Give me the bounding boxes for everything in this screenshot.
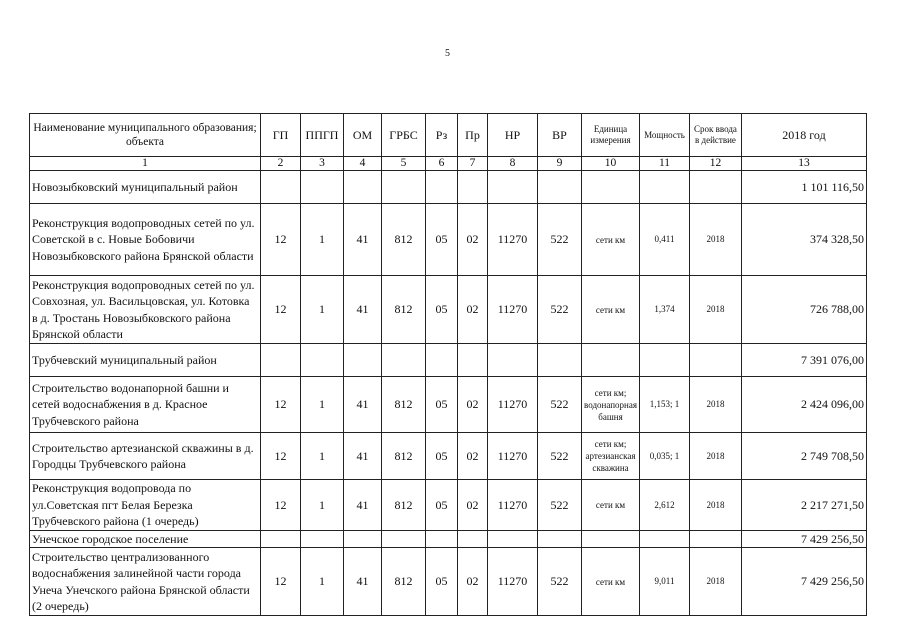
vr-cell: 522 <box>538 276 582 344</box>
rz-cell: 05 <box>426 204 458 276</box>
column-number: 12 <box>690 157 742 171</box>
om-cell: 41 <box>344 433 382 480</box>
header-vr: ВР <box>538 114 582 157</box>
grbs-cell: 812 <box>382 377 426 433</box>
rz-cell: 05 <box>426 377 458 433</box>
term-cell: 2018 <box>690 433 742 480</box>
ppgp-cell: 1 <box>301 276 344 344</box>
unit-cell: сети км <box>582 204 640 276</box>
term-cell: 2018 <box>690 377 742 433</box>
rz-cell: 05 <box>426 276 458 344</box>
object-name: Реконструкция водопроводных сетей по ул. Советской в с. Новые Бобовичи Новозыбковского района Брянской области <box>30 204 261 276</box>
object-name: Строительство централизованного водоснабжения залинейной части города Унеча Унечского района Брянской области (2 очередь) <box>30 548 261 616</box>
column-number: 8 <box>488 157 538 171</box>
column-number: 11 <box>640 157 690 171</box>
power-cell: 0,035; 1 <box>640 433 690 480</box>
header-rz: Рз <box>426 114 458 157</box>
power-cell: 1,374 <box>640 276 690 344</box>
power-cell: 9,011 <box>640 548 690 616</box>
om-cell: 41 <box>344 204 382 276</box>
column-number: 7 <box>458 157 488 171</box>
object-name: Реконструкция водопровода по ул.Советская пгт Белая Березка Трубчевского района (1 очередь) <box>30 480 261 531</box>
vr-cell: 522 <box>538 377 582 433</box>
page-number: 5 <box>445 48 450 59</box>
gp-cell: 12 <box>261 480 301 531</box>
gp-cell: 12 <box>261 204 301 276</box>
table-row <box>30 377 867 433</box>
om-cell: 41 <box>344 480 382 531</box>
gp-cell: 12 <box>261 377 301 433</box>
unit-cell: сети км; артезианская скважина <box>582 433 640 480</box>
grbs-cell: 812 <box>382 433 426 480</box>
rz-cell: 05 <box>426 548 458 616</box>
grbs-cell: 812 <box>382 548 426 616</box>
om-cell: 41 <box>344 276 382 344</box>
header-gp: ГП <box>261 114 301 157</box>
table-row <box>30 276 867 344</box>
nr-cell: 11270 <box>488 204 538 276</box>
ppgp-cell: 1 <box>301 480 344 531</box>
nr-cell: 11270 <box>488 548 538 616</box>
column-number: 3 <box>301 157 344 171</box>
gp-cell: 12 <box>261 433 301 480</box>
header-year: 2018 год <box>742 114 867 157</box>
group-name: Новозыбковский муниципальный район <box>30 171 261 204</box>
power-cell: 2,612 <box>640 480 690 531</box>
column-number: 10 <box>582 157 640 171</box>
term-cell: 2018 <box>690 204 742 276</box>
rz-cell: 05 <box>426 480 458 531</box>
header-nr: НР <box>488 114 538 157</box>
ppgp-cell: 1 <box>301 433 344 480</box>
column-number: 1 <box>30 157 261 171</box>
group-name: Трубчевский муниципальный район <box>30 344 261 377</box>
column-number: 2 <box>261 157 301 171</box>
column-number: 4 <box>344 157 382 171</box>
unit-cell: сети км; водонапорная башня <box>582 377 640 433</box>
object-name: Реконструкция водопроводных сетей по ул. Совхозная, ул. Васильцовская, ул. Котовка в д. Тростань Новозыбковского района Брянской области <box>30 276 261 344</box>
ppgp-cell: 1 <box>301 204 344 276</box>
vr-cell: 522 <box>538 480 582 531</box>
amount-cell: 2 217 271,50 <box>742 480 867 531</box>
group-row <box>30 531 867 548</box>
unit-cell: сети км <box>582 548 640 616</box>
group-total: 7 429 256,50 <box>742 531 867 548</box>
pr-cell: 02 <box>458 433 488 480</box>
header-power: Мощность <box>640 114 690 157</box>
object-name: Строительство артезианской скважины в д. Городцы Трубчевского района <box>30 433 261 480</box>
amount-cell: 726 788,00 <box>742 276 867 344</box>
group-total: 1 101 116,50 <box>742 171 867 204</box>
gp-cell: 12 <box>261 276 301 344</box>
header-ppgp: ППГП <box>301 114 344 157</box>
nr-cell: 11270 <box>488 276 538 344</box>
pr-cell: 02 <box>458 548 488 616</box>
column-number: 5 <box>382 157 426 171</box>
amount-cell: 2 749 708,50 <box>742 433 867 480</box>
header-row <box>30 114 867 157</box>
column-number: 9 <box>538 157 582 171</box>
vr-cell: 522 <box>538 548 582 616</box>
om-cell: 41 <box>344 548 382 616</box>
pr-cell: 02 <box>458 276 488 344</box>
term-cell: 2018 <box>690 548 742 616</box>
ppgp-cell: 1 <box>301 548 344 616</box>
pr-cell: 02 <box>458 480 488 531</box>
budget-table <box>29 113 867 616</box>
header-unit: Единица измерения <box>582 114 640 157</box>
amount-cell: 7 429 256,50 <box>742 548 867 616</box>
grbs-cell: 812 <box>382 480 426 531</box>
power-cell: 0,411 <box>640 204 690 276</box>
header-om: ОМ <box>344 114 382 157</box>
amount-cell: 374 328,50 <box>742 204 867 276</box>
term-cell: 2018 <box>690 276 742 344</box>
group-total: 7 391 076,00 <box>742 344 867 377</box>
grbs-cell: 812 <box>382 204 426 276</box>
unit-cell: сети км <box>582 276 640 344</box>
pr-cell: 02 <box>458 377 488 433</box>
term-cell: 2018 <box>690 480 742 531</box>
pr-cell: 02 <box>458 204 488 276</box>
gp-cell: 12 <box>261 548 301 616</box>
group-row <box>30 344 867 377</box>
unit-cell: сети км <box>582 480 640 531</box>
nr-cell: 11270 <box>488 433 538 480</box>
table-row <box>30 433 867 480</box>
header-pr: Пр <box>458 114 488 157</box>
column-number: 6 <box>426 157 458 171</box>
nr-cell: 11270 <box>488 480 538 531</box>
table-row <box>30 548 867 616</box>
rz-cell: 05 <box>426 433 458 480</box>
column-number-row <box>30 157 867 171</box>
header-grbs: ГРБС <box>382 114 426 157</box>
table-row <box>30 204 867 276</box>
vr-cell: 522 <box>538 433 582 480</box>
header-name: Наименование муниципального образования; объекта <box>30 114 261 157</box>
power-cell: 1,153; 1 <box>640 377 690 433</box>
nr-cell: 11270 <box>488 377 538 433</box>
om-cell: 41 <box>344 377 382 433</box>
group-row <box>30 171 867 204</box>
column-number: 13 <box>742 157 867 171</box>
group-name: Унечское городское поселение <box>30 531 261 548</box>
vr-cell: 522 <box>538 204 582 276</box>
ppgp-cell: 1 <box>301 377 344 433</box>
header-term: Срок ввода в действие <box>690 114 742 157</box>
object-name: Строительство водонапорной башни и сетей водоснабжения в д. Красное Трубчевского района <box>30 377 261 433</box>
amount-cell: 2 424 096,00 <box>742 377 867 433</box>
grbs-cell: 812 <box>382 276 426 344</box>
table-row <box>30 480 867 531</box>
